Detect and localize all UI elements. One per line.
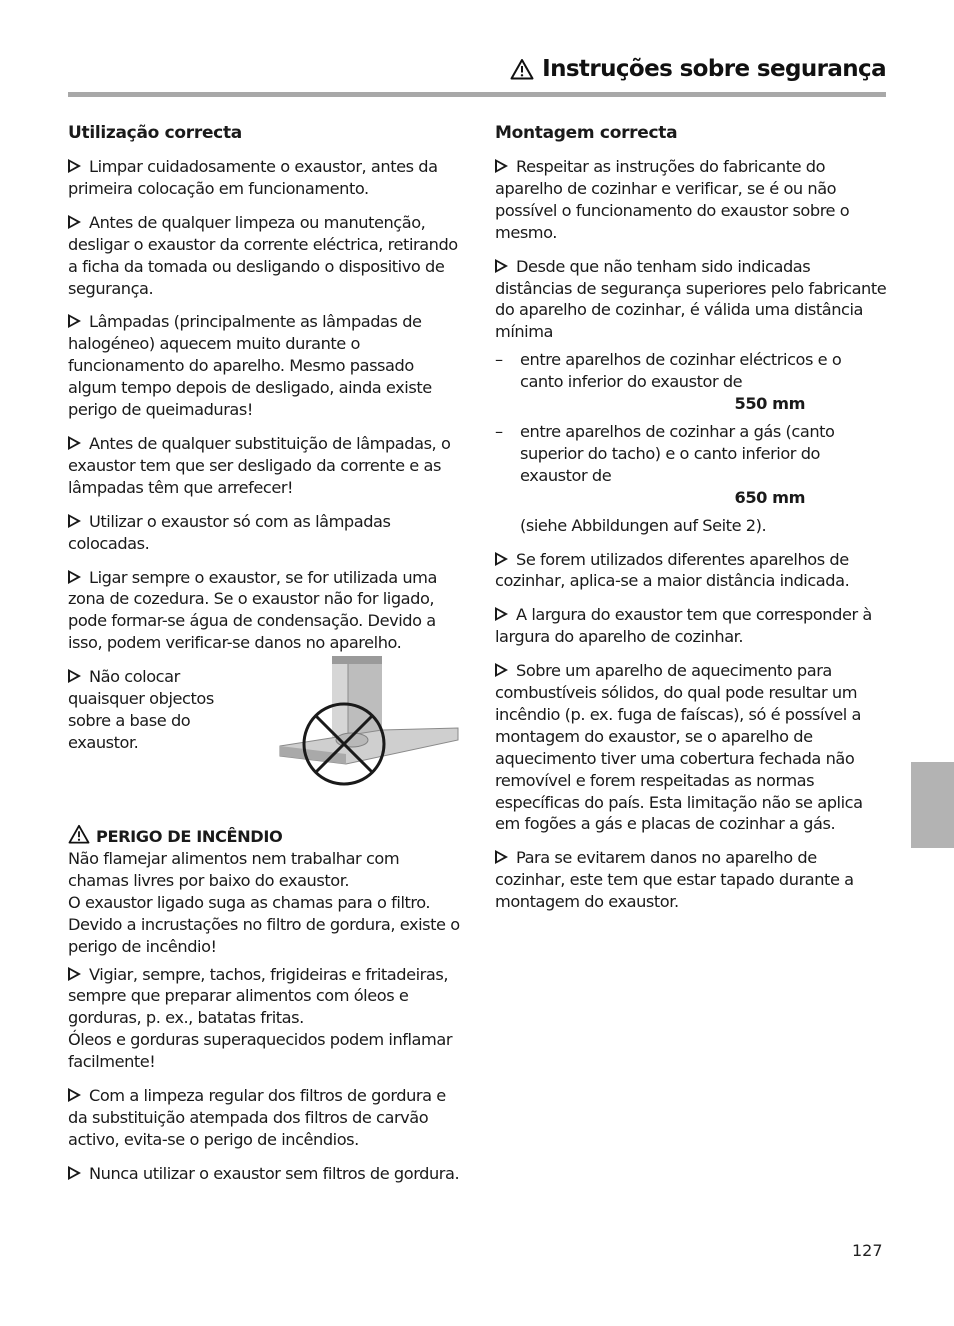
arrow-bullet-icon [495, 259, 508, 273]
hood-no-objects-illustration [278, 654, 460, 790]
distance-item: – entre aparelhos de cozinhar eléctricos e o canto inferior do exaustor de 550 mm [495, 349, 887, 415]
warning-icon [510, 58, 534, 80]
list-item: Lâmpadas (principalmente as lâmpadas de halogéneo) aquecem muito durante o funcionamento do aparelho. Mesmo passado algum tempo depois de desligado, ainda existe perigo de queimaduras! [68, 312, 432, 420]
arrow-bullet-icon [68, 514, 81, 528]
page-header [68, 56, 886, 82]
fire-text: Devido a incrustações no filtro de gordura, existe o perigo de incêndio! [68, 914, 460, 956]
list-item: Utilizar o exaustor só com as lâmpadas colocadas. [68, 511, 391, 553]
section-heading-mounting: Montagem correcta [495, 123, 678, 143]
arrow-bullet-icon [68, 1088, 81, 1102]
arrow-bullet-icon [68, 159, 81, 173]
arrow-bullet-icon [495, 607, 508, 621]
distance-value: 550 mm [734, 394, 805, 414]
arrow-bullet-icon [495, 159, 508, 173]
figure-row [68, 666, 460, 790]
arrow-bullet-icon [68, 436, 81, 450]
list-item: Limpar cuidadosamente o exaustor, antes da primeira colocação em funcionamento. [68, 157, 438, 198]
arrow-bullet-icon [495, 850, 508, 864]
see-note: (siehe Abbildungen auf Seite 2). [520, 515, 767, 535]
fire-text: Não flamejar alimentos nem trabalhar com chamas livres por baixo do exaustor. [68, 849, 400, 890]
arrow-bullet-icon [495, 663, 508, 677]
list-item: Nunca utilizar o exaustor sem filtros de gordura. [68, 1163, 460, 1185]
list-item: Com a limpeza regular dos filtros de gordura e da substituição atempada dos filtros de carvão activo, evita-se o perigo de incêndios. [68, 1086, 446, 1149]
list-item: Desde que não tenham sido indicadas distâncias de segurança superiores pelo fabricante do aparelho de cozinhar, é válida uma distância mínima [495, 256, 887, 342]
arrow-bullet-icon [68, 967, 81, 981]
list-item: Respeitar as instruções do fabricante do aparelho de cozinhar e verificar, se é ou não possível o funcionamento do exaustor sobre o mesmo. [495, 157, 850, 242]
list-item: Ligar sempre o exaustor, se for utilizada uma zona de cozedura. Se o exaustor não for ligado, pode formar-se água de condensação. Devido a isso, podem verificar-se danos no aparelho. [68, 567, 437, 653]
list-item: Vigiar, sempre, tachos, frigideiras e fritadeiras, sempre que preparar alimentos com óleos e gorduras, p. ex., batatas fritas. Óleos e gorduras superaquecidos podem inflamar facilmente! [68, 964, 453, 1072]
right-column [495, 121, 887, 925]
arrow-bullet-icon [68, 669, 81, 683]
page-title: Instruções sobre segurança [542, 56, 886, 82]
distance-value: 650 mm [734, 487, 805, 507]
list-item: Sobre um aparelho de aquecimento para combustíveis sólidos, do qual pode resultar um incêndio (p. ex. fuga de faíscas), só é possível a montagem do exaustor, se o aparelho de aquecimento tiver uma cobertura fechada não removível e forem respeitadas as normas específicas do país. Esta limitação não se aplica em fogões a gás e placas de cozinhar a gás. [495, 661, 863, 834]
left-column [68, 121, 460, 1197]
arrow-bullet-icon [68, 1166, 81, 1180]
list-item: Para se evitarem danos no aparelho de cozinhar, este tem que estar tapado durante a montagem do exaustor. [495, 848, 854, 912]
fire-text: O exaustor ligado suga as chamas para o filtro. [68, 892, 431, 912]
warning-icon [68, 824, 90, 844]
section-heading-usage: Utilização correcta [68, 123, 242, 143]
distance-item: – entre aparelhos de cozinhar a gás (canto superior do tacho) e o canto inferior do exaustor de 650 mm [495, 421, 887, 509]
list-item: A largura do exaustor tem que corresponder à largura do aparelho de cozinhar. [495, 605, 872, 647]
arrow-bullet-icon [68, 570, 81, 584]
arrow-bullet-icon [68, 215, 81, 229]
chapter-tab [911, 762, 954, 848]
header-rule [68, 92, 886, 97]
list-item: Antes de qualquer limpeza ou manutenção, desligar o exaustor da corrente eléctrica, retirando a ficha da tomada ou desligando o dispositivo de segurança. [68, 212, 458, 298]
list-item: Não colocar quaisquer objectos sobre a base do exaustor. [68, 667, 214, 752]
arrow-bullet-icon [495, 552, 508, 566]
arrow-bullet-icon [68, 314, 81, 328]
list-item: Se forem utilizados diferentes aparelhos de cozinhar, aplica-se a maior distância indicada. [495, 549, 850, 591]
fire-warning [68, 824, 460, 957]
fire-warning-heading: PERIGO DE INCÊNDIO [68, 824, 460, 848]
page-number: 127 [852, 1241, 883, 1260]
list-item: Antes de qualquer substituição de lâmpadas, o exaustor tem que ser desligado da corrente e as lâmpadas têm que arrefecer! [68, 433, 451, 497]
